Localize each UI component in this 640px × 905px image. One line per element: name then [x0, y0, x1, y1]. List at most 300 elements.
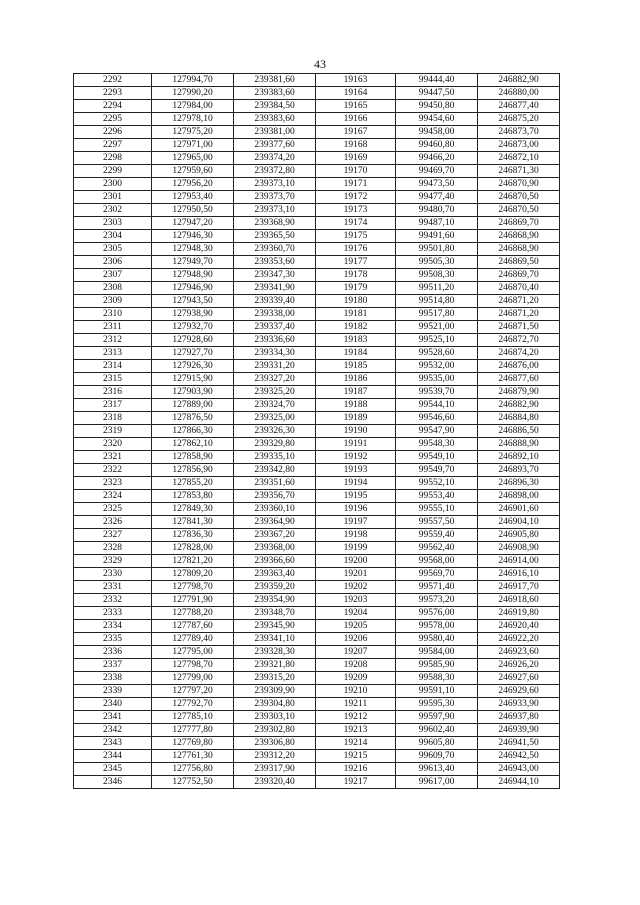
table-row	[74, 763, 560, 776]
point-number-cell: 19191	[316, 438, 396, 451]
point-number-cell: 19190	[316, 425, 396, 438]
point-number-cell: 19182	[316, 321, 396, 334]
x-coordinate-cell: 99605,80	[396, 737, 478, 750]
point-number-cell: 19175	[316, 230, 396, 243]
y-coordinate-cell: 239365,50	[234, 230, 316, 243]
x-coordinate-cell: 127855,20	[152, 477, 234, 490]
y-coordinate-cell: 239347,30	[234, 269, 316, 282]
point-number-cell: 19207	[316, 646, 396, 659]
table-row	[74, 178, 560, 191]
point-number-cell: 2333	[74, 607, 152, 620]
y-coordinate-cell: 246882,90	[478, 74, 560, 87]
point-number-cell: 2326	[74, 516, 152, 529]
x-coordinate-cell: 127797,20	[152, 685, 234, 698]
y-coordinate-cell: 239326,30	[234, 425, 316, 438]
y-coordinate-cell: 239331,20	[234, 360, 316, 373]
y-coordinate-cell: 239317,90	[234, 763, 316, 776]
y-coordinate-cell: 239341,90	[234, 282, 316, 295]
y-coordinate-cell: 246933,90	[478, 698, 560, 711]
x-coordinate-cell: 127978,10	[152, 113, 234, 126]
point-number-cell: 2329	[74, 555, 152, 568]
y-coordinate-cell: 239339,40	[234, 295, 316, 308]
table-row	[74, 542, 560, 555]
y-coordinate-cell: 246869,70	[478, 269, 560, 282]
point-number-cell: 2338	[74, 672, 152, 685]
y-coordinate-cell: 246920,40	[478, 620, 560, 633]
x-coordinate-cell: 99578,00	[396, 620, 478, 633]
y-coordinate-cell: 239324,70	[234, 399, 316, 412]
point-number-cell: 2294	[74, 100, 152, 113]
x-coordinate-cell: 99576,00	[396, 607, 478, 620]
x-coordinate-cell: 127761,30	[152, 750, 234, 763]
x-coordinate-cell: 127928,60	[152, 334, 234, 347]
point-number-cell: 19185	[316, 360, 396, 373]
y-coordinate-cell: 239368,00	[234, 542, 316, 555]
table-row	[74, 269, 560, 282]
y-coordinate-cell: 246870,50	[478, 191, 560, 204]
y-coordinate-cell: 239342,80	[234, 464, 316, 477]
x-coordinate-cell: 127828,00	[152, 542, 234, 555]
x-coordinate-cell: 99602,40	[396, 724, 478, 737]
x-coordinate-cell: 127889,00	[152, 399, 234, 412]
y-coordinate-cell: 246937,80	[478, 711, 560, 724]
y-coordinate-cell: 239383,60	[234, 113, 316, 126]
point-number-cell: 2317	[74, 399, 152, 412]
point-number-cell: 2340	[74, 698, 152, 711]
x-coordinate-cell: 127876,50	[152, 412, 234, 425]
x-coordinate-cell: 127953,40	[152, 191, 234, 204]
x-coordinate-cell: 99480,70	[396, 204, 478, 217]
point-number-cell: 2335	[74, 633, 152, 646]
y-coordinate-cell: 239381,60	[234, 74, 316, 87]
point-number-cell: 2321	[74, 451, 152, 464]
x-coordinate-cell: 99549,70	[396, 464, 478, 477]
point-number-cell: 19198	[316, 529, 396, 542]
x-coordinate-cell: 99508,30	[396, 269, 478, 282]
table-row	[74, 776, 560, 789]
y-coordinate-cell: 246944,10	[478, 776, 560, 789]
point-number-cell: 19210	[316, 685, 396, 698]
point-number-cell: 2336	[74, 646, 152, 659]
x-coordinate-cell: 127849,30	[152, 503, 234, 516]
y-coordinate-cell: 239303,10	[234, 711, 316, 724]
point-number-cell: 2309	[74, 295, 152, 308]
point-number-cell: 2325	[74, 503, 152, 516]
table-row	[74, 386, 560, 399]
point-number-cell: 2299	[74, 165, 152, 178]
x-coordinate-cell: 127858,90	[152, 451, 234, 464]
x-coordinate-cell: 99539,70	[396, 386, 478, 399]
y-coordinate-cell: 246874,20	[478, 347, 560, 360]
x-coordinate-cell: 99528,60	[396, 347, 478, 360]
x-coordinate-cell: 99552,10	[396, 477, 478, 490]
point-number-cell: 19181	[316, 308, 396, 321]
point-number-cell: 19167	[316, 126, 396, 139]
point-number-cell: 19213	[316, 724, 396, 737]
point-number-cell: 19164	[316, 87, 396, 100]
x-coordinate-cell: 99613,40	[396, 763, 478, 776]
table-row	[74, 750, 560, 763]
y-coordinate-cell: 246941,50	[478, 737, 560, 750]
point-number-cell: 19204	[316, 607, 396, 620]
x-coordinate-cell: 99447,50	[396, 87, 478, 100]
point-number-cell: 2315	[74, 373, 152, 386]
x-coordinate-cell: 99487,10	[396, 217, 478, 230]
x-coordinate-cell: 127853,80	[152, 490, 234, 503]
y-coordinate-cell: 239304,80	[234, 698, 316, 711]
x-coordinate-cell: 127777,80	[152, 724, 234, 737]
x-coordinate-cell: 99562,40	[396, 542, 478, 555]
y-coordinate-cell: 239360,70	[234, 243, 316, 256]
x-coordinate-cell: 99511,20	[396, 282, 478, 295]
y-coordinate-cell: 239327,20	[234, 373, 316, 386]
table-row	[74, 659, 560, 672]
y-coordinate-cell: 246872,70	[478, 334, 560, 347]
point-number-cell: 19217	[316, 776, 396, 789]
point-number-cell: 2312	[74, 334, 152, 347]
y-coordinate-cell: 239359,20	[234, 581, 316, 594]
x-coordinate-cell: 127965,00	[152, 152, 234, 165]
y-coordinate-cell: 239363,40	[234, 568, 316, 581]
point-number-cell: 19178	[316, 269, 396, 282]
x-coordinate-cell: 99580,40	[396, 633, 478, 646]
point-number-cell: 19216	[316, 763, 396, 776]
x-coordinate-cell: 99525,10	[396, 334, 478, 347]
point-number-cell: 19206	[316, 633, 396, 646]
table-row	[74, 347, 560, 360]
point-number-cell: 2295	[74, 113, 152, 126]
table-row	[74, 74, 560, 87]
point-number-cell: 19188	[316, 399, 396, 412]
x-coordinate-cell: 127791,90	[152, 594, 234, 607]
x-coordinate-cell: 127792,70	[152, 698, 234, 711]
table-row	[74, 165, 560, 178]
y-coordinate-cell: 246870,90	[478, 178, 560, 191]
x-coordinate-cell: 127787,60	[152, 620, 234, 633]
point-number-cell: 2307	[74, 269, 152, 282]
table-row	[74, 152, 560, 165]
x-coordinate-cell: 99469,70	[396, 165, 478, 178]
x-coordinate-cell: 127946,90	[152, 282, 234, 295]
y-coordinate-cell: 246873,00	[478, 139, 560, 152]
y-coordinate-cell: 246929,60	[478, 685, 560, 698]
point-number-cell: 2316	[74, 386, 152, 399]
point-number-cell: 19208	[316, 659, 396, 672]
y-coordinate-cell: 239306,80	[234, 737, 316, 750]
table-row	[74, 529, 560, 542]
point-number-cell: 2303	[74, 217, 152, 230]
point-number-cell: 2341	[74, 711, 152, 724]
x-coordinate-cell: 99460,80	[396, 139, 478, 152]
y-coordinate-cell: 246901,60	[478, 503, 560, 516]
point-number-cell: 2310	[74, 308, 152, 321]
x-coordinate-cell: 99548,30	[396, 438, 478, 451]
table-row	[74, 308, 560, 321]
y-coordinate-cell: 246880,00	[478, 87, 560, 100]
point-number-cell: 19186	[316, 373, 396, 386]
point-number-cell: 19183	[316, 334, 396, 347]
x-coordinate-cell: 99571,40	[396, 581, 478, 594]
x-coordinate-cell: 99517,80	[396, 308, 478, 321]
x-coordinate-cell: 127798,70	[152, 581, 234, 594]
table-row	[74, 243, 560, 256]
y-coordinate-cell: 246893,70	[478, 464, 560, 477]
x-coordinate-cell: 99549,10	[396, 451, 478, 464]
point-number-cell: 19214	[316, 737, 396, 750]
x-coordinate-cell: 99555,10	[396, 503, 478, 516]
x-coordinate-cell: 127769,80	[152, 737, 234, 750]
x-coordinate-cell: 127956,20	[152, 178, 234, 191]
y-coordinate-cell: 239353,60	[234, 256, 316, 269]
y-coordinate-cell: 239335,10	[234, 451, 316, 464]
y-coordinate-cell: 246872,10	[478, 152, 560, 165]
point-number-cell: 2308	[74, 282, 152, 295]
point-number-cell: 19184	[316, 347, 396, 360]
x-coordinate-cell: 127948,30	[152, 243, 234, 256]
y-coordinate-cell: 239366,60	[234, 555, 316, 568]
x-coordinate-cell: 99584,00	[396, 646, 478, 659]
x-coordinate-cell: 99568,00	[396, 555, 478, 568]
table-row	[74, 204, 560, 217]
table-row	[74, 724, 560, 737]
point-number-cell: 2292	[74, 74, 152, 87]
y-coordinate-cell: 239374,20	[234, 152, 316, 165]
y-coordinate-cell: 246919,80	[478, 607, 560, 620]
x-coordinate-cell: 127866,30	[152, 425, 234, 438]
y-coordinate-cell: 239302,80	[234, 724, 316, 737]
x-coordinate-cell: 127789,40	[152, 633, 234, 646]
table-row	[74, 334, 560, 347]
point-number-cell: 2301	[74, 191, 152, 204]
y-coordinate-cell: 246927,60	[478, 672, 560, 685]
x-coordinate-cell: 127862,10	[152, 438, 234, 451]
y-coordinate-cell: 239360,10	[234, 503, 316, 516]
x-coordinate-cell: 127943,50	[152, 295, 234, 308]
table-row	[74, 711, 560, 724]
x-coordinate-cell: 127959,60	[152, 165, 234, 178]
x-coordinate-cell: 99553,40	[396, 490, 478, 503]
y-coordinate-cell: 246868,90	[478, 230, 560, 243]
x-coordinate-cell: 127809,20	[152, 568, 234, 581]
y-coordinate-cell: 246926,20	[478, 659, 560, 672]
point-number-cell: 2297	[74, 139, 152, 152]
point-number-cell: 2320	[74, 438, 152, 451]
table-row	[74, 568, 560, 581]
point-number-cell: 2293	[74, 87, 152, 100]
point-number-cell: 19187	[316, 386, 396, 399]
y-coordinate-cell: 246871,20	[478, 308, 560, 321]
y-coordinate-cell: 246882,90	[478, 399, 560, 412]
coordinates-table	[73, 73, 560, 789]
y-coordinate-cell: 246879,90	[478, 386, 560, 399]
point-number-cell: 19172	[316, 191, 396, 204]
point-number-cell: 2343	[74, 737, 152, 750]
y-coordinate-cell: 239325,00	[234, 412, 316, 425]
point-number-cell: 2324	[74, 490, 152, 503]
table-row	[74, 113, 560, 126]
x-coordinate-cell: 99466,20	[396, 152, 478, 165]
point-number-cell: 19170	[316, 165, 396, 178]
y-coordinate-cell: 246939,90	[478, 724, 560, 737]
x-coordinate-cell: 99521,00	[396, 321, 478, 334]
point-number-cell: 2302	[74, 204, 152, 217]
point-number-cell: 2306	[74, 256, 152, 269]
y-coordinate-cell: 246870,40	[478, 282, 560, 295]
point-number-cell: 19201	[316, 568, 396, 581]
point-number-cell: 2328	[74, 542, 152, 555]
point-number-cell: 2298	[74, 152, 152, 165]
y-coordinate-cell: 239312,20	[234, 750, 316, 763]
point-number-cell: 2337	[74, 659, 152, 672]
table-row	[74, 555, 560, 568]
y-coordinate-cell: 239368,90	[234, 217, 316, 230]
point-number-cell: 2319	[74, 425, 152, 438]
y-coordinate-cell: 246922,20	[478, 633, 560, 646]
point-number-cell: 19192	[316, 451, 396, 464]
x-coordinate-cell: 127938,90	[152, 308, 234, 321]
point-number-cell: 19205	[316, 620, 396, 633]
y-coordinate-cell: 246871,30	[478, 165, 560, 178]
table-row	[74, 464, 560, 477]
y-coordinate-cell: 239337,40	[234, 321, 316, 334]
x-coordinate-cell: 99559,40	[396, 529, 478, 542]
table-row	[74, 672, 560, 685]
point-number-cell: 2318	[74, 412, 152, 425]
x-coordinate-cell: 127785,10	[152, 711, 234, 724]
y-coordinate-cell: 246873,70	[478, 126, 560, 139]
x-coordinate-cell: 127948,90	[152, 269, 234, 282]
point-number-cell: 2344	[74, 750, 152, 763]
y-coordinate-cell: 239334,30	[234, 347, 316, 360]
x-coordinate-cell: 127994,70	[152, 74, 234, 87]
y-coordinate-cell: 239341,10	[234, 633, 316, 646]
y-coordinate-cell: 246886,50	[478, 425, 560, 438]
y-coordinate-cell: 246869,70	[478, 217, 560, 230]
x-coordinate-cell: 127799,00	[152, 672, 234, 685]
x-coordinate-cell: 127788,20	[152, 607, 234, 620]
point-number-cell: 19199	[316, 542, 396, 555]
y-coordinate-cell: 239345,90	[234, 620, 316, 633]
x-coordinate-cell: 99473,50	[396, 178, 478, 191]
point-number-cell: 19189	[316, 412, 396, 425]
x-coordinate-cell: 99501,80	[396, 243, 478, 256]
table-row	[74, 282, 560, 295]
x-coordinate-cell: 99544,10	[396, 399, 478, 412]
point-number-cell: 19194	[316, 477, 396, 490]
point-number-cell: 2327	[74, 529, 152, 542]
point-number-cell: 19168	[316, 139, 396, 152]
table-row	[74, 646, 560, 659]
table-row	[74, 230, 560, 243]
x-coordinate-cell: 99477,40	[396, 191, 478, 204]
table-row	[74, 399, 560, 412]
y-coordinate-cell: 239372,80	[234, 165, 316, 178]
point-number-cell: 2305	[74, 243, 152, 256]
x-coordinate-cell: 127836,30	[152, 529, 234, 542]
y-coordinate-cell: 246898,00	[478, 490, 560, 503]
point-number-cell: 19165	[316, 100, 396, 113]
point-number-cell: 19212	[316, 711, 396, 724]
point-number-cell: 2304	[74, 230, 152, 243]
table-row	[74, 256, 560, 269]
x-coordinate-cell: 127984,00	[152, 100, 234, 113]
table-row	[74, 737, 560, 750]
table-row	[74, 581, 560, 594]
table-row	[74, 217, 560, 230]
table-row	[74, 191, 560, 204]
x-coordinate-cell: 99505,30	[396, 256, 478, 269]
table-row	[74, 321, 560, 334]
x-coordinate-cell: 127752,50	[152, 776, 234, 789]
y-coordinate-cell: 246918,60	[478, 594, 560, 607]
y-coordinate-cell: 239338,00	[234, 308, 316, 321]
x-coordinate-cell: 99444,40	[396, 74, 478, 87]
y-coordinate-cell: 246905,80	[478, 529, 560, 542]
y-coordinate-cell: 246871,50	[478, 321, 560, 334]
point-number-cell: 19211	[316, 698, 396, 711]
point-number-cell: 19169	[316, 152, 396, 165]
point-number-cell: 2346	[74, 776, 152, 789]
y-coordinate-cell: 239373,10	[234, 178, 316, 191]
table-row	[74, 295, 560, 308]
x-coordinate-cell: 99617,00	[396, 776, 478, 789]
x-coordinate-cell: 99491,60	[396, 230, 478, 243]
x-coordinate-cell: 99595,30	[396, 698, 478, 711]
table-row	[74, 425, 560, 438]
x-coordinate-cell: 99591,10	[396, 685, 478, 698]
y-coordinate-cell: 246877,60	[478, 373, 560, 386]
x-coordinate-cell: 127756,80	[152, 763, 234, 776]
y-coordinate-cell: 239377,60	[234, 139, 316, 152]
y-coordinate-cell: 239348,70	[234, 607, 316, 620]
table-row	[74, 633, 560, 646]
point-number-cell: 19179	[316, 282, 396, 295]
point-number-cell: 2311	[74, 321, 152, 334]
point-number-cell: 2296	[74, 126, 152, 139]
x-coordinate-cell: 99585,90	[396, 659, 478, 672]
y-coordinate-cell: 246884,80	[478, 412, 560, 425]
point-number-cell: 19163	[316, 74, 396, 87]
y-coordinate-cell: 239321,80	[234, 659, 316, 672]
y-coordinate-cell: 246942,50	[478, 750, 560, 763]
x-coordinate-cell: 127856,90	[152, 464, 234, 477]
table-row	[74, 100, 560, 113]
point-number-cell: 19197	[316, 516, 396, 529]
y-coordinate-cell: 246908,90	[478, 542, 560, 555]
y-coordinate-cell: 246916,10	[478, 568, 560, 581]
point-number-cell: 19177	[316, 256, 396, 269]
y-coordinate-cell: 239328,30	[234, 646, 316, 659]
y-coordinate-cell: 246871,20	[478, 295, 560, 308]
y-coordinate-cell: 239325,20	[234, 386, 316, 399]
table-row	[74, 438, 560, 451]
x-coordinate-cell: 99588,30	[396, 672, 478, 685]
point-number-cell: 19176	[316, 243, 396, 256]
table-row	[74, 698, 560, 711]
x-coordinate-cell: 99454,60	[396, 113, 478, 126]
y-coordinate-cell: 239354,90	[234, 594, 316, 607]
y-coordinate-cell: 246923,60	[478, 646, 560, 659]
point-number-cell: 2334	[74, 620, 152, 633]
page-number: 43	[314, 57, 326, 71]
point-number-cell: 19209	[316, 672, 396, 685]
x-coordinate-cell: 127946,30	[152, 230, 234, 243]
point-number-cell: 19173	[316, 204, 396, 217]
point-number-cell: 2322	[74, 464, 152, 477]
x-coordinate-cell: 99609,70	[396, 750, 478, 763]
point-number-cell: 19196	[316, 503, 396, 516]
table-row	[74, 412, 560, 425]
